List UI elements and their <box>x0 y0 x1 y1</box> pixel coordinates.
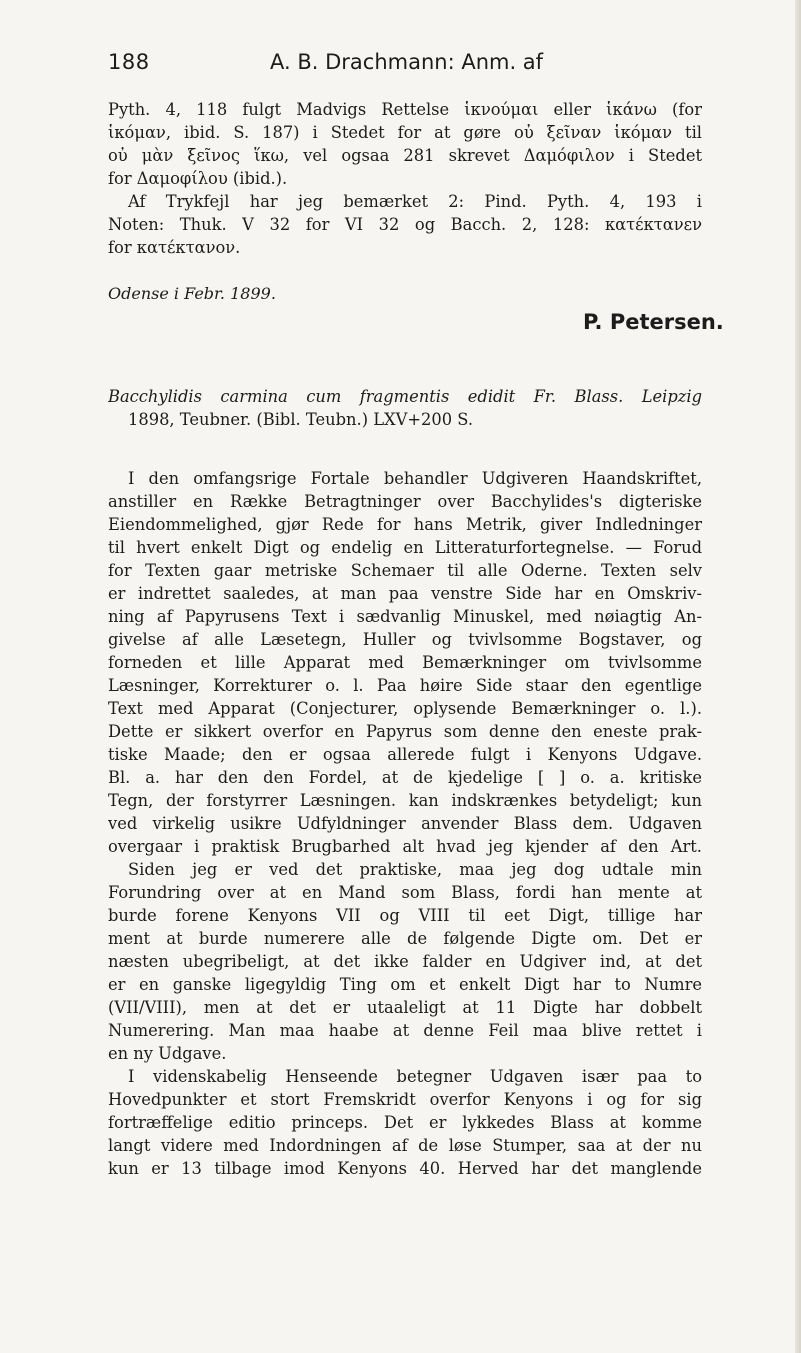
text-line: for Texten gaar metriske Schemaer til alle Oderne. Texten selv <box>108 561 702 580</box>
text-line: Siden jeg er ved det praktiske, maa jeg dog udtale min <box>128 860 702 879</box>
text-line: Dette er sikkert overfor en Papyrus som denne den eneste prak- <box>108 722 702 741</box>
page-edge <box>795 0 801 1353</box>
text-line: Af Trykfejl har jeg bemærket 2: Pind. Pyth. 4, 193 i <box>128 192 702 211</box>
text-line: en ny Udgave. <box>108 1044 227 1063</box>
text-line: burde forene Kenyons VII og VIII til eet Digt, tillige har <box>108 906 702 925</box>
text-line: I videnskabelig Henseende betegner Udgaven især paa to <box>128 1067 702 1086</box>
text-line: (VII/VIII), men at det er utaaleligt at 11 Digte har dobbelt <box>108 998 702 1017</box>
text-line: for κατέκτανον. <box>108 238 241 257</box>
text-line: for Δαμοφίλου (ibid.). <box>108 169 288 188</box>
text-line: οὐ μὰν ξεῖνος ἵκω, vel ogsaa 281 skrevet Δαμόφιλον i Stedet <box>108 146 702 165</box>
text-line: Hovedpunkter et stort Fremskridt overfor Kenyons i og for sig <box>108 1090 702 1109</box>
text-line: kun er 13 tilbage imod Kenyons 40. Herved har det manglende <box>108 1159 702 1178</box>
review-title-line: Bacchylidis carmina cum fragmentis edidit Fr. Blass. Leipzig <box>108 387 702 406</box>
signature: P. Petersen. <box>583 310 724 334</box>
text-line: ved virkelig usikre Udfyldninger anvender Blass dem. Udgaven <box>108 814 702 833</box>
text-line: Eiendommelighed, gjør Rede for hans Metrik, giver Indledninger <box>108 515 702 534</box>
text-line: Bl. a. har den den Fordel, at de kjedelige [ ] o. a. kritiske <box>108 768 702 787</box>
text-line: tiske Maade; den er ogsaa allerede fulgt i Kenyons Udgave. <box>108 745 702 764</box>
text-line: Læsninger, Korrekturer o. l. Paa høire Side staar den egentlige <box>108 676 702 695</box>
place-date: Odense i Febr. 1899. <box>108 284 276 303</box>
text-line: er en ganske ligegyldig Ting om et enkelt Digt har to Numre <box>108 975 702 994</box>
text-line: anstiller en Række Betragtninger over Bacchylides's digteriske <box>108 492 702 511</box>
text-line: Noten: Thuk. V 32 for VI 32 og Bacch. 2, 128: κατέκτανεν <box>108 215 702 234</box>
text-line: næsten ubegribeligt, at det ikke falder en Udgiver ind, at det <box>108 952 702 971</box>
review-body <box>108 467 702 1180</box>
text-line: overgaar i praktisk Brugbarhed alt hvad jeg kjender af den Art. <box>108 837 702 856</box>
running-header <box>108 50 708 84</box>
text-line: I den omfangsrige Fortale behandler Udgiveren Haandskriftet, <box>128 469 702 488</box>
text-line: er indrettet saaledes, at man paa venstre Side har en Omskriv- <box>108 584 702 603</box>
text-line: Forundring over at en Mand som Blass, fordi han mente at <box>108 883 702 902</box>
text-line: Tegn, der forstyrrer Læsningen. kan indskrænkes betydeligt; kun <box>108 791 702 810</box>
text-line: langt videre med Indordningen af de løse Stumper, saa at der nu <box>108 1136 702 1155</box>
text-line: til hvert enkelt Digt og endelig en Litteraturfortegnelse. — Forud <box>108 538 702 557</box>
text-line: fortræffelige editio princeps. Det er lykkedes Blass at komme <box>108 1113 702 1132</box>
text-line: ἱκόμαν, ibid. S. 187) i Stedet for at gøre οὐ ξεῖναν ἱκόμαν til <box>108 123 702 142</box>
page-number: 188 <box>108 50 150 74</box>
review-title-line: 1898, Teubner. (Bibl. Teubn.) LXV+200 S. <box>128 410 474 429</box>
text-line: ment at burde numerere alle de følgende Digte om. Det er <box>108 929 702 948</box>
text-line: Text med Apparat (Conjecturer, oplysende Bemærkninger o. l.). <box>108 699 702 718</box>
text-line: Pyth. 4, 118 fulgt Madvigs Rettelse ἱκνούμαι eller ἱκάνω (for <box>108 100 702 119</box>
review-heading <box>108 385 702 431</box>
text-line: Numerering. Man maa haabe at denne Feil maa blive rettet i <box>108 1021 702 1040</box>
correction-notes <box>108 98 702 259</box>
text-line: ning af Papyrusens Text i sædvanlig Minuskel, med nøiagtig An- <box>108 607 702 626</box>
text-line: forneden et lille Apparat med Bemærkninger om tvivlsomme <box>108 653 702 672</box>
text-line: givelse af alle Læsetegn, Huller og tvivlsomme Bogstaver, og <box>108 630 702 649</box>
running-title: A. B. Drachmann: Anm. af <box>270 50 544 74</box>
